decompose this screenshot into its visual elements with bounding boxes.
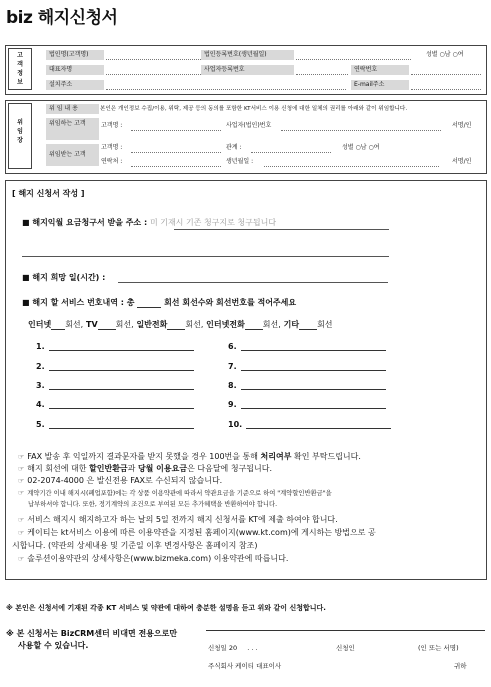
sign-or-seal-label: (인 또는 서명)	[418, 644, 459, 652]
pointer-icon: ☞	[18, 453, 25, 461]
agreement-statement: ※ 본인은 신청서에 기재된 각종 KT 서비스 및 약관에 대하여 충분한 설명을 듣고 위와 같이 신청합니다.	[6, 604, 326, 612]
pointer-icon: ☞	[18, 465, 25, 473]
delegation-content-label: 위 임 내 용	[46, 104, 99, 114]
corp-name-label: 법인명(고객명)	[46, 50, 104, 60]
service-type-row: 인터넷 회선, TV 회선, 일반전화 회선, 인터넷전화 회선, 기타 회선	[28, 320, 333, 329]
line-number-2[interactable]: 2.	[36, 362, 194, 371]
gender-group: 성별 ○남 ○여	[426, 51, 464, 58]
customer-side-label: 고 객 정 보	[8, 48, 32, 90]
note-4-cont: 납부하셔야 합니다. 또한, 정기계약의 조건으로 부여된 모든 추가혜택을 반환하여야 합니다.	[28, 501, 278, 508]
line-number-10[interactable]: 10.	[228, 420, 391, 429]
relation-field[interactable]	[251, 152, 331, 153]
delegatee-radio-female[interactable]: ○	[368, 144, 374, 151]
phone-label: 연락처 :	[101, 158, 123, 165]
line-number-5[interactable]: 5.	[36, 420, 194, 429]
tv-lines-field[interactable]	[98, 320, 116, 330]
delegator-bizno-field[interactable]	[281, 130, 441, 131]
biz-reg-label: 사업자등록번호	[201, 65, 294, 75]
address-label: 설치주소	[46, 80, 104, 90]
delegator-sign-label: 서명/인	[452, 122, 472, 129]
nonface-only-notice: ※ 본 신청서는 BizCRM센터 비대면 전용으로만 사용할 수 있습니다.	[6, 629, 178, 650]
pointer-icon: ☞	[18, 516, 25, 524]
pointer-icon: ☞	[18, 477, 25, 485]
line-number-9[interactable]: 9.	[228, 400, 386, 409]
birth-label: 생년월일 :	[226, 158, 254, 165]
delegator-name-field[interactable]	[131, 130, 221, 131]
email-label: E-mail주소	[351, 80, 409, 90]
corp-reg-field[interactable]	[296, 59, 411, 60]
honorific-label: 귀하	[454, 662, 467, 670]
signature-area	[206, 630, 485, 670]
note-3: ☞ 02-2074-4000 은 발신전용 FAX로 수신되지 않습니다.	[18, 476, 223, 485]
rep-name-label: 대표자명	[46, 65, 104, 75]
biz-reg-field[interactable]	[296, 74, 348, 75]
service-list-label: ■ 해지 할 서비스 번호내역 : 총 회선 회선수와 회선번호를 적어주세요	[22, 298, 297, 307]
internet-lines-field[interactable]	[51, 320, 65, 330]
note-6-cont: 시합니다. (약관의 상세내용 및 기준일 이후 변경사항은 홈페이지 참조)	[12, 541, 258, 550]
pointer-icon: ☞	[18, 489, 25, 497]
contact-label: 연락번호	[351, 65, 409, 75]
delegatee-name-field[interactable]	[131, 152, 221, 153]
line-number-6[interactable]: 6.	[228, 342, 386, 351]
contact-field[interactable]	[411, 74, 481, 75]
form-heading: [ 해지 신청서 작성 ]	[12, 189, 85, 198]
total-lines-field[interactable]	[137, 298, 161, 308]
note-4: ☞ 계약기간 이내 해지시(폐업포함)에는 각 상품 이용약관에 따라서 약관요금을 기준으로 하여 "계약할인반환금"을	[18, 489, 332, 497]
note-1: ☞ FAX 발송 후 익일까지 결과문자를 받지 못했을 경우 100번을 통해 처리여부 확인 부탁드립니다.	[18, 452, 361, 461]
email-field[interactable]	[411, 89, 481, 90]
corp-reg-label: 법인등록번호(생년월일)	[201, 50, 294, 60]
address-field[interactable]	[106, 89, 346, 90]
billing-address-line1[interactable]	[174, 229, 389, 230]
note-6: ☞ 케이티는 kt서비스 이용에 따른 이용약관을 지정된 홈페이지(www.kt.com)에 게시하는 방법으로 공	[18, 528, 376, 537]
birth-field[interactable]	[264, 166, 439, 167]
note-2: ☞ 해지 회선에 대한 할인반환금과 당월 이용요금은 다음달에 청구됩니다.	[18, 464, 273, 473]
delegator-label: 위임하는 고객	[46, 118, 99, 140]
other-lines-field[interactable]	[299, 320, 317, 330]
line-number-4[interactable]: 4.	[36, 400, 194, 409]
page-title: biz 해지신청서	[6, 8, 118, 28]
corp-name-field[interactable]	[106, 59, 201, 60]
line-number-1[interactable]: 1.	[36, 342, 194, 351]
customer-info-box	[5, 45, 487, 95]
line-number-7[interactable]: 7.	[228, 362, 386, 371]
delegator-name-label: 고객명 :	[101, 122, 123, 129]
delegation-side-label: 위 임 장	[8, 103, 32, 169]
line-number-3[interactable]: 3.	[36, 381, 194, 390]
note-5: ☞ 서비스 해지시 해지하고자 하는 날의 5일 전까지 해지 신청서를 KT에 제출 하여야 합니다.	[18, 515, 338, 524]
radio-female[interactable]: ○	[452, 51, 458, 58]
phone-lines-field[interactable]	[167, 320, 185, 330]
radio-male[interactable]: ○	[439, 51, 445, 58]
delegatee-name-label: 고객명 :	[101, 144, 123, 151]
billing-address-hint: 미 기재시 기존 청구지로 청구됩니다	[149, 218, 277, 227]
applicant-label: 신청인	[336, 644, 355, 652]
relation-label: 관계 :	[226, 144, 242, 151]
pointer-icon: ☞	[18, 555, 25, 563]
line-number-8[interactable]: 8.	[228, 381, 386, 390]
delegator-bizno-label: 사업자(법인)번호	[226, 122, 272, 129]
note-7: ☞ 솔루션이용약관의 상세사항은(www.bizmeka.com) 이용약관에 따릅니다.	[18, 554, 289, 563]
billing-address-line2[interactable]	[22, 256, 389, 257]
pointer-icon: ☞	[18, 529, 25, 537]
delegatee-gender-group: 성별 ○남 ○여	[342, 144, 380, 151]
application-date-label: 신청일 20 . . .	[208, 644, 258, 652]
phone-field[interactable]	[131, 166, 221, 167]
voip-lines-field[interactable]	[245, 320, 263, 330]
kt-ceo-label: 주식회사 케이티 대표이사	[208, 662, 282, 670]
rep-name-field[interactable]	[106, 74, 201, 75]
delegatee-sign-label: 서명/인	[452, 158, 472, 165]
delegatee-radio-male[interactable]: ○	[355, 144, 361, 151]
billing-address-label: ■ 해지익월 요금청구서 받을 주소 : 미 기재시 기존 청구지로 청구됩니다	[22, 218, 277, 227]
desired-date-field[interactable]	[118, 282, 388, 283]
desired-date-label: ■ 해지 희망 일(시간) :	[22, 273, 106, 282]
delegation-box	[5, 100, 487, 174]
delegatee-label: 위임받는 고객	[46, 144, 99, 166]
delegation-content-text: 본인은 개인정보 수집/이용, 위탁, 제공 등의 동의를 포함한 KT서비스 이용 신청에 대한 일체의 권리를 아래와 같이 위임합니다.	[100, 106, 408, 112]
